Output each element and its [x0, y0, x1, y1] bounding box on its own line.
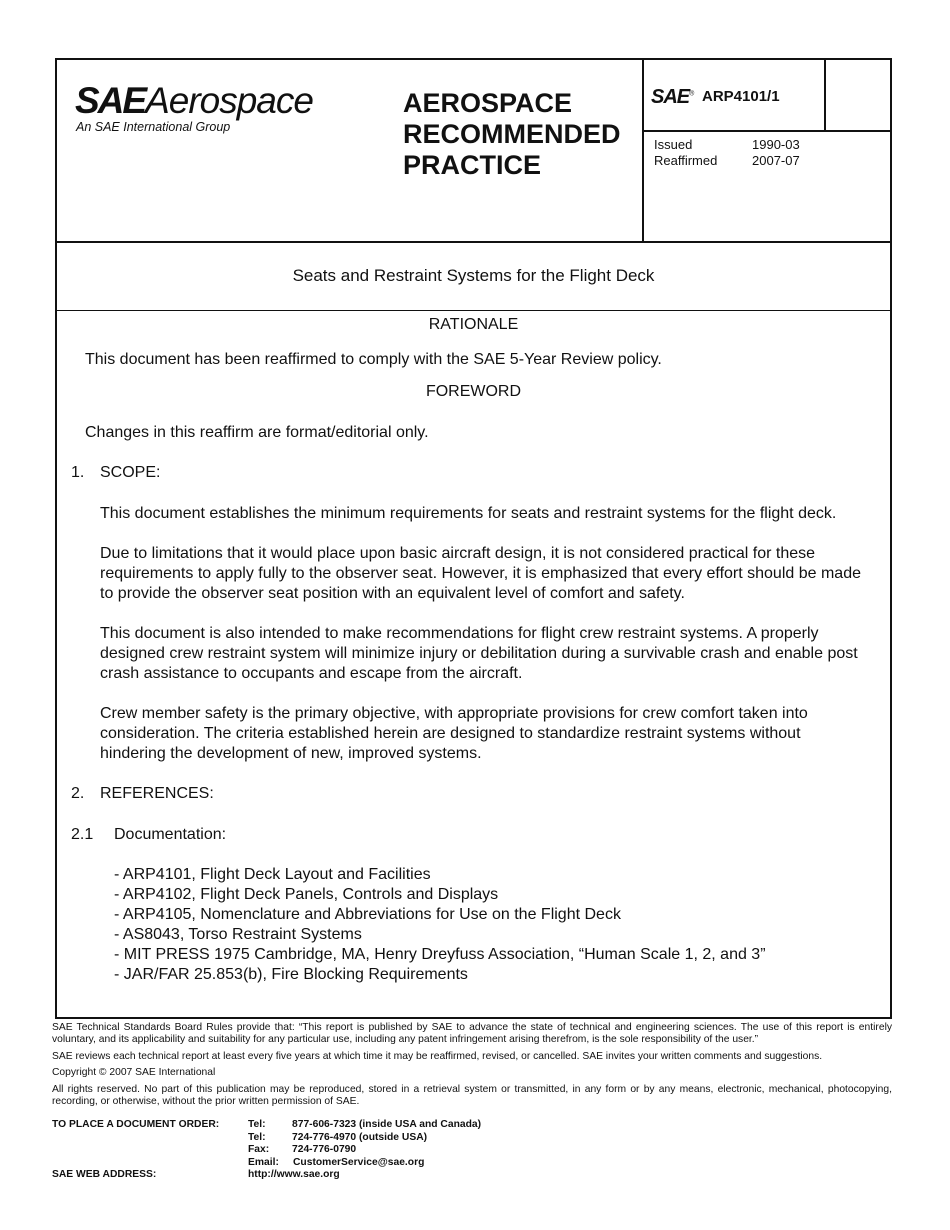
scope-paragraph: Due to limitations that it would place upon basic aircraft design, it is not considered practical for these requirements to apply fully to the observer seat. However, it is emphasized that every effort should be made to provide the observer seat position with an equivalent level of comfort and safety.: [100, 545, 861, 602]
mini-logo-text: SAE: [651, 86, 690, 108]
scope-section-heading: [57, 463, 890, 483]
logo-aerospace-text: Aerospace: [145, 80, 313, 121]
web-address-link[interactable]: http://www.sae.org: [248, 1169, 340, 1181]
header-divider-vertical: [642, 60, 644, 243]
section-number: 1.: [71, 464, 85, 481]
scope-paragraph: This document establishes the minimum requirements for seats and restraint systems for the flight deck.: [100, 505, 837, 522]
sae-mini-logo: SAE®: [651, 86, 694, 108]
doc-type-line: PRACTICE: [403, 150, 542, 180]
legal-footer: [52, 1022, 892, 1112]
foreword-heading: FOREWORD: [425, 383, 522, 400]
contact-fax: 724-776-0790: [292, 1144, 357, 1156]
document-frame: [55, 58, 892, 1019]
contact-phone: 724-776-4970 (outside USA): [292, 1131, 428, 1143]
section-heading: SCOPE:: [100, 464, 161, 481]
doc-type-line: RECOMMENDED: [403, 119, 621, 149]
order-label: TO PLACE A DOCUMENT ORDER:: [52, 1119, 220, 1130]
subsection-number: 2.1: [71, 826, 94, 843]
reference-item: - ARP4105, Nomenclature and Abbreviations for Use on the Flight Deck: [114, 906, 621, 923]
footer-rights: All rights reserved. No part of this publication may be reproduced, stored in a retrieval system or transmitted, in any form or by any means, electronic, mechanical, photocopying, recording, or otherwise, without the prior written permission of SAE.: [52, 1083, 892, 1108]
logo-tagline: An SAE International Group: [76, 120, 231, 134]
reference-item: - AS8043, Torso Restraint Systems: [114, 926, 362, 943]
section-number: 2.: [71, 785, 85, 802]
title-divider-horizontal: [57, 310, 890, 311]
section-heading: REFERENCES:: [100, 785, 214, 802]
contact-type: Email:: [248, 1156, 279, 1168]
reference-list: [57, 865, 890, 985]
rationale-heading: RATIONALE: [428, 316, 519, 333]
reaffirmed-label: Reaffirmed: [654, 153, 718, 168]
references-section-heading: [57, 784, 890, 804]
footer-copyright: Copyright © 2007 SAE International: [52, 1067, 216, 1079]
rationale-text: This document has been reaffirmed to comply with the SAE 5-Year Review policy.: [85, 351, 662, 368]
reference-item: - ARP4101, Flight Deck Layout and Facilities: [114, 866, 431, 883]
logo-sae-text: SAE: [75, 80, 146, 121]
doc-type-line: AEROSPACE: [403, 88, 573, 118]
document-title: Seats and Restraint Systems for the Flight Deck: [292, 266, 655, 285]
scope-paragraph: This document is also intended to make recommendations for flight crew restraint systems. A properly designed crew restraint system will minimize injury or debilitation during a survivable crash and enable post crash assistance to occupants and escape from the aircraft.: [100, 625, 858, 682]
subsection-heading: Documentation:: [114, 826, 227, 843]
footer-rules: SAE Technical Standards Board Rules provide that: “This report is published by SAE to advance the state of technical and engineering sciences. The use of this report is entirely voluntary, and its applicability and suitability for any particular use, including any patent infringement arising therefrom, is the sole responsibility of the user.”: [52, 1022, 892, 1046]
document-type: [403, 88, 621, 181]
docnum-divider-vertical: [824, 60, 826, 132]
sae-aerospace-logo: [75, 82, 313, 134]
contact-type: Fax:: [248, 1144, 270, 1156]
web-address-label: SAE WEB ADDRESS:: [52, 1169, 157, 1181]
foreword-text: Changes in this reaffirm are format/editorial only.: [85, 424, 429, 441]
contact-type: Tel:: [248, 1131, 266, 1143]
contact-phone: 877-606-7323 (inside USA and Canada): [292, 1119, 482, 1130]
reaffirmed-date: 2007-07: [752, 153, 800, 168]
reference-item: - MIT PRESS 1975 Cambridge, MA, Henry Dreyfuss Association, “Human Scale 1, 2, and 3”: [114, 946, 766, 963]
issued-label: Issued: [654, 137, 693, 152]
contact-email[interactable]: CustomerService@sae.org: [293, 1156, 425, 1168]
scope-paragraph: Crew member safety is the primary objective, with appropriate provisions for crew comfort taken into consideration. The criteria established herein are designed to standardize restraint systems without hindering the development of new, improved systems.: [100, 705, 808, 762]
issued-date: 1990-03: [752, 137, 800, 152]
reference-item: - JAR/FAR 25.853(b), Fire Blocking Requirements: [114, 966, 468, 983]
contact-type: Tel:: [248, 1119, 266, 1130]
document-dates: [654, 137, 800, 169]
header-divider-horizontal: [57, 241, 890, 243]
reference-item: - ARP4102, Flight Deck Panels, Controls and Displays: [114, 886, 499, 903]
documentation-subsection-heading: [57, 825, 890, 845]
document-number: ARP4101/1: [702, 88, 780, 105]
docnum-divider-horizontal: [642, 130, 892, 132]
footer-review: SAE reviews each technical report at least every five years at which time it may be reaffirmed, revised, or cancelled. SAE invites your written comments and suggestions.: [52, 1050, 823, 1062]
document-body: [57, 315, 890, 985]
